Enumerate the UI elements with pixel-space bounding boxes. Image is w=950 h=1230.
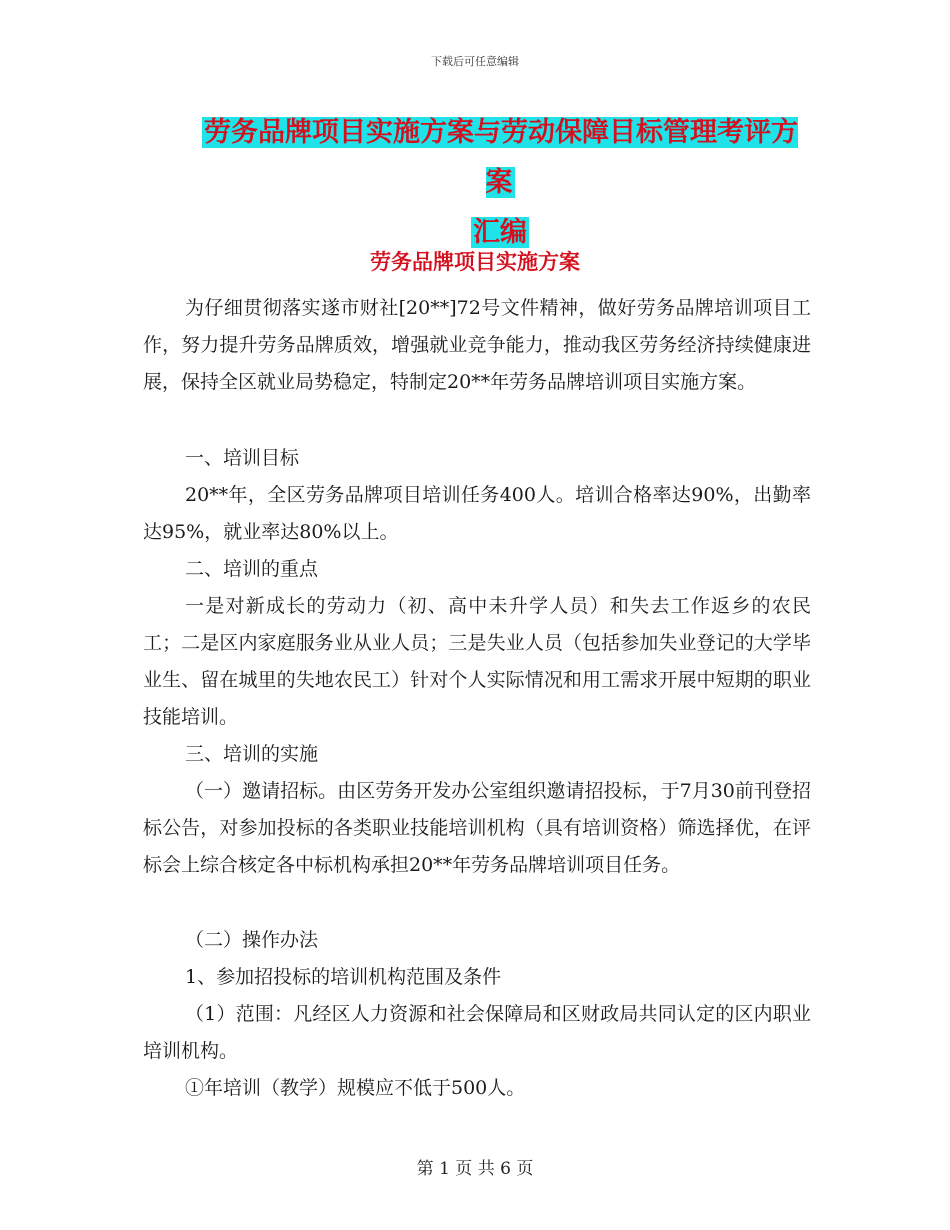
document-title [190, 108, 810, 258]
paragraph-invite-bidding: （一）邀请招标。由区劳务开发办公室组织邀请招投标，于7月30前刊登招标公告，对参加投标的各类职业技能培训机构（具有培训资格）筛选择优，在评标会上综合核定各中标机构承担20**年劳务品牌培训项目任务。 [143, 780, 811, 876]
paragraph-scale-requirement: ①年培训（教学）规模应不低于500人。 [185, 1077, 526, 1099]
document-title-line2: 汇编 [473, 217, 527, 248]
heading-institution-scope: 1、参加招投标的培训机构范围及条件 [185, 966, 502, 988]
heading-training-goal: 一、培训目标 [185, 447, 300, 469]
document-title-line1: 劳务品牌项目实施方案与劳动保障目标管理考评方案 [204, 117, 798, 198]
section-title: 劳务品牌项目实施方案 [370, 250, 580, 274]
header-note: 下载后可任意编辑 [431, 55, 519, 68]
heading-training-implementation: 三、培训的实施 [185, 743, 319, 765]
paragraph-training-goal: 20**年，全区劳务品牌项目培训任务400人。培训合格率达90%，出勤率达95%，就业率达80%以上。 [143, 484, 811, 543]
paragraph-scope: （1）范围：凡经区人力资源和社会保障局和区财政局共同认定的区内职业培训机构。 [143, 1003, 811, 1062]
page-footer: 第 1 页 共 6 页 [416, 1159, 534, 1179]
paragraph-training-focus: 一是对新成长的劳动力（初、高中未升学人员）和失去工作返乡的农民工；二是区内家庭服务业从业人员；三是失业人员（包括参加失业登记的大学毕业生、留在城里的失地农民工）针对个人实际情况和用工需求开展中短期的职业技能培训。 [143, 595, 811, 728]
paragraph-intro: 为仔细贯彻落实遂市财社[20**]72号文件精神，做好劳务品牌培训项目工作，努力提升劳务品牌质效，增强就业竞争能力，推动我区劳务经济持续健康进展，保持全区就业局势稳定，特制定20**年劳务品牌培训项目实施方案。 [143, 297, 811, 393]
heading-operation-method: （二）操作办法 [185, 929, 319, 951]
heading-training-focus: 二、培训的重点 [185, 558, 319, 580]
